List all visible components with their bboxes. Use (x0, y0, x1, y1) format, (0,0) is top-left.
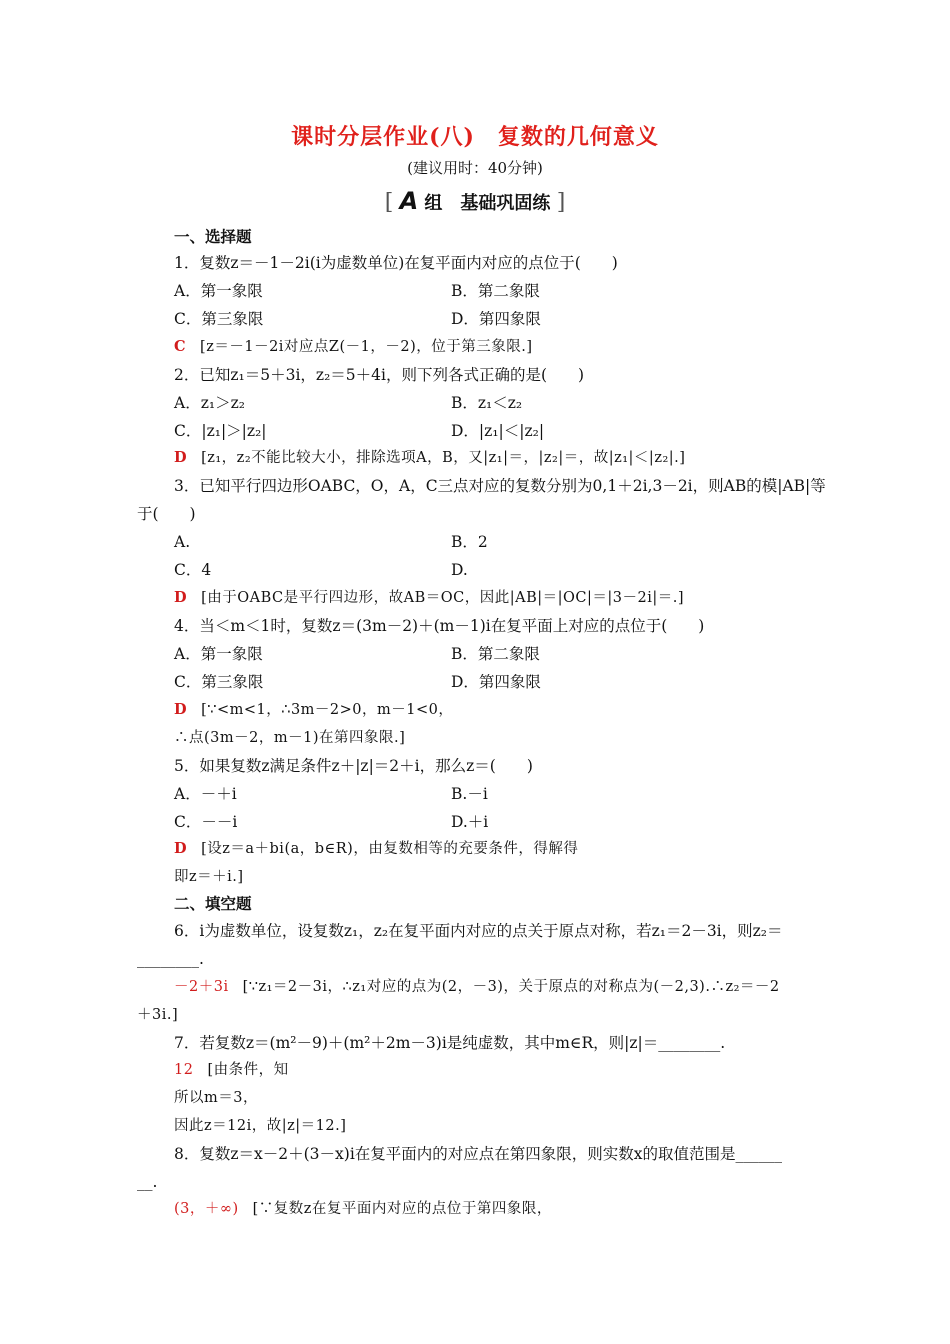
option-d: D. (451, 561, 468, 579)
option-b: B．第二象限 (451, 282, 540, 300)
answer-6-cont: ＋3i.] (137, 1007, 179, 1023)
question-6-cont: ________. (137, 950, 204, 968)
section-heading: 二、填空题 (174, 894, 252, 913)
time-hint: (建议用时：40分钟) (407, 159, 543, 177)
option-d: D．|z₁|＜|z₂| (451, 422, 545, 440)
option-b: B．第二象限 (451, 645, 540, 663)
answer-text: [∵<m<1，∴3m－2>0，m－1<0， (201, 702, 454, 718)
answer-3 (174, 587, 684, 609)
question-4: 4．当＜m＜1时，复数z＝(3m－2)＋(m－1)i在复平面上对应的点位于( ) (174, 617, 705, 635)
answer-text: [∵z₁＝2－3i，∴z₁对应的点为(2，－3)，关于原点的对称点为(－2,3).∴z₂＝－2 (242, 979, 780, 995)
section-heading: 一、选择题 (174, 227, 252, 246)
answer-6 (174, 976, 780, 998)
answer-4-cont: ∴点(3m－2，m－1)在第四象限.] (174, 730, 406, 746)
question-2: 2．已知z₁＝5＋3i，z₂＝5＋4i，则下列各式正确的是( ) (174, 366, 585, 384)
answer-key: 12 (174, 1062, 194, 1078)
answer-7-cont: 因此z＝12i，故|z|＝12.] (174, 1118, 347, 1134)
answer-text: [由条件，知 (207, 1062, 289, 1078)
question-3: 3．已知平行四边形OABC，O，A，C三点对应的复数分别为0,1＋2i,3－2i，则AB的模|AB|等 (174, 477, 826, 495)
group-heading (0, 187, 950, 215)
option-a: A．第一象限 (174, 282, 263, 300)
answer-2 (174, 447, 685, 469)
answer-text: [z₁，z₂不能比较大小，排除选项A，B，又|z₁|＝，|z₂|＝，故|z₁|＜|z₂|.] (201, 450, 686, 466)
bracket-right: ] (556, 190, 566, 215)
option-d: D．第四象限 (451, 310, 541, 328)
answer-5-cont: 即z＝＋i.] (174, 869, 244, 885)
option-b: B．z₁＜z₂ (451, 394, 523, 412)
answer-key: (3，＋∞) (174, 1201, 239, 1217)
answer-key: D (174, 449, 188, 466)
option-c: C．4 (174, 561, 212, 579)
answer-text: [z＝－1－2i对应点Z(－1，－2)，位于第三象限.] (200, 339, 533, 355)
answer-1 (174, 336, 533, 358)
option-d: D.＋i (451, 813, 489, 831)
option-b: B.－i (451, 785, 488, 803)
option-b: B．2 (451, 533, 488, 551)
answer-key: D (174, 840, 188, 857)
question-7: 7．若复数z＝(m²－9)＋(m²＋2m－3)i是纯虚数，其中m∈R，则|z|＝________. (174, 1034, 726, 1052)
answer-key: C (174, 338, 187, 355)
question-5: 5．如果复数z满足条件z＋|z|＝2＋i，那么z＝( ) (174, 757, 533, 775)
option-d: D．第四象限 (451, 673, 541, 691)
bracket-left: [ (384, 190, 394, 215)
question-3-cont: 于( ) (137, 505, 196, 523)
question-8: 8．复数z＝x－2＋(3－x)i在复平面内的对应点在第四象限，则实数x的取值范围是______ (174, 1145, 783, 1163)
group-letter: A (399, 187, 419, 215)
answer-text: [设z＝a＋bi(a，b∈R)，由复数相等的充要条件，得解得 (201, 841, 579, 857)
answer-key: D (174, 701, 188, 718)
answer-7 (174, 1059, 289, 1081)
answer-5 (174, 838, 578, 860)
option-a: A. (174, 533, 191, 551)
answer-text: [由于OABC是平行四边形，故AB＝OC，因此|AB|＝|OC|＝|3－2i|＝.] (201, 590, 684, 606)
question-1: 1．复数z＝－1－2i(i为虚数单位)在复平面内对应的点位于( ) (174, 254, 618, 272)
option-a: A．第一象限 (174, 645, 263, 663)
answer-key: D (174, 589, 188, 606)
option-c: C．|z₁|＞|z₂| (174, 422, 267, 440)
option-c: C．第三象限 (174, 310, 264, 328)
option-a: A．－＋i (174, 785, 237, 803)
answer-text: [∵复数z在复平面内对应的点位于第四象限， (252, 1201, 552, 1217)
answer-8 (174, 1198, 552, 1220)
answer-7-cont: 所以m＝3， (174, 1090, 258, 1106)
option-c: C．－－i (174, 813, 238, 831)
question-6: 6．i为虚数单位，设复数z₁，z₂在复平面内对应的点关于原点对称，若z₁＝2－3i，则z₂＝ (174, 922, 783, 940)
answer-key: －2＋3i (174, 979, 229, 995)
option-c: C．第三象限 (174, 673, 264, 691)
group-label: 组 基础巩固练 (424, 193, 551, 214)
option-a: A．z₁＞z₂ (174, 394, 245, 412)
question-8-cont: __. (137, 1173, 158, 1191)
answer-4 (174, 699, 453, 721)
page-title: 课时分层作业(八) 复数的几何意义 (291, 124, 659, 150)
